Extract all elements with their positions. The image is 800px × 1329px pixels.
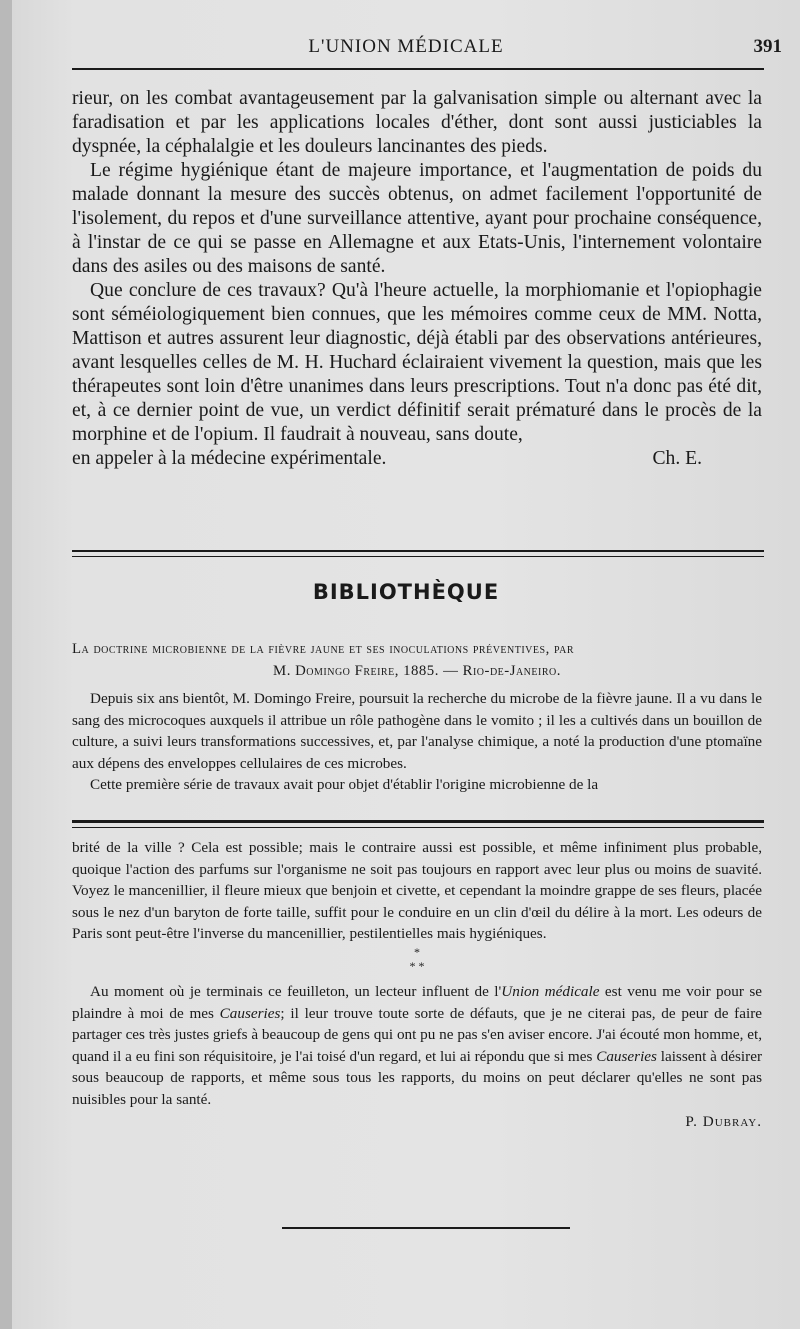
section-rule-top: [72, 550, 764, 552]
review-body: [72, 688, 762, 796]
review-paragraph: Depuis six ans bientôt, M. Domingo Freire, poursuit la recherche du microbe de la fièvre jaune. Il a vu dans le sang des microcoques auxquels il attribue un rôle pathogène dans le vomito ; il les a cultivés dans un bouillon de culture, a suivi leurs transformations successives, et, par l'analyse chimique, a noté la production d'une ptomaïne aux dépens des enveloppes cellulaires de ces microbes.: [72, 690, 762, 772]
header-rule: [72, 68, 764, 70]
article-paragraph: Que conclure de ces travaux? Qu'à l'heure actuelle, la morphiomanie et l'opiophagie sont séméiologiquement bien connues, que les mémoires comme ceux de MM. Notta, Mattison et autres assurent leur diagnostic, déjà établi par des observations antérieures, avant lesquelles celles de M. H. Huchard éclairaient vivement la question, mais que les thérapeutes sont loin d'être unanimes dans leurs prescriptions. Tout n'a donc pas été dit, et, à ce dernier point de vue, un verdict définitif serait prématuré dans le procès de la morphine et de l'opium. Il faudrait à nouveau, sans doute,: [72, 280, 762, 445]
feuilleton-body: [72, 837, 762, 1132]
section-heading: BIBLIOTHÈQUE: [312, 580, 500, 604]
article-body: [72, 87, 762, 471]
feuilleton-paragraph: brité de la ville ? Cela est possible; mais le contraire aussi est possible, et même infiniment plus probable, quoique l'action des parfums sur l'organisme ne soit pas toujours en rapport avec leur plus ou moins de suavité. Voyez le mancenillier, il fleure mieux que benjoin et civette, et cependant la moindre grappe de ses fleurs, placée sous le nez d'un baryton de forte taille, suffit pour le conduire en un clin d'œil du délire à la mort. Les odeurs de Paris sont peut-être l'inverse du mancenillier, pestilentielles mais hygiéniques.: [72, 839, 762, 943]
review-title-author: M. Domingo Freire, 1885. — Rio-de-Janeiro.: [273, 663, 561, 679]
feuilleton-rule-top: [72, 820, 764, 823]
page-number: 391: [753, 36, 782, 57]
article-paragraph: Le régime hygiénique étant de majeure importance, et l'augmentation de poids du malade donnant la mesure des succès obtenus, on admet facilement l'opportunité de l'isolement, du repos et d'une surveillance attentive, ayant pour prochaine conséquence, à l'instar de ce qui se passe en Allemagne et aux Etats-Unis, l'internement volontaire dans des asiles ou des maisons de santé.: [72, 160, 762, 277]
feuilleton-paragraph: [72, 981, 762, 1111]
review-paragraph: Cette première série de travaux avait pour objet d'établir l'origine microbienne de la: [90, 776, 599, 794]
section-rule-bottom: [72, 556, 764, 557]
causeries-title: Causeries: [596, 1047, 657, 1065]
review-title: [72, 638, 762, 682]
article-signature: Ch. E.: [652, 448, 702, 469]
feuilleton-signature: P. Dubray.: [685, 1112, 762, 1130]
article-paragraph: rieur, on les combat avantageusement par la galvanisation simple ou alternant avec la faradisation et par les applications locales d'éther, dont sont aussi justiciables la dyspnée, la céphalalgie et les douleurs lancinantes des pieds.: [72, 88, 762, 157]
journal-title: Union médicale: [501, 982, 600, 1000]
page: [12, 0, 800, 1329]
asterism-bottom: * *: [409, 958, 425, 973]
feuilleton-rule-bottom: [72, 827, 764, 828]
causeries-title: Causeries: [219, 1004, 281, 1022]
end-rule: [282, 1227, 570, 1229]
text-run: laissent à désirer sous beaucoup de rapports, et même sous tous les rapports, du moins on peut déclarer qu'elles ne sont pas nuisibles pour la santé.: [72, 1047, 763, 1108]
asterism-top: *: [414, 944, 420, 959]
text-run: ; il leur trouve toute sorte de défauts, que je ne citerai pas, de peur de faire partager ces très justes griefs à beaucoup de gens qui ont pu ne pas s'en aviser encore. J'ai écouté mon homme, et, quand il a eu fini son réquisitoire, je l'ai toisé d'un regard, et lui ai répondu que si mes: [72, 1004, 762, 1065]
text-run: Au moment où je terminais ce feuilleton, un lecteur influent de l': [90, 982, 502, 1000]
review-title-line: La doctrine microbienne de la fièvre jaune et ses inoculations préventives, par: [72, 641, 575, 657]
text-run: est venu me voir pour se plaindre à moi de mes: [72, 982, 762, 1022]
running-title: L'UNION MÉDICALE: [308, 36, 504, 57]
closing-line: en appeler à la médecine expérimentale.: [72, 448, 387, 469]
article-closing: [72, 447, 762, 471]
